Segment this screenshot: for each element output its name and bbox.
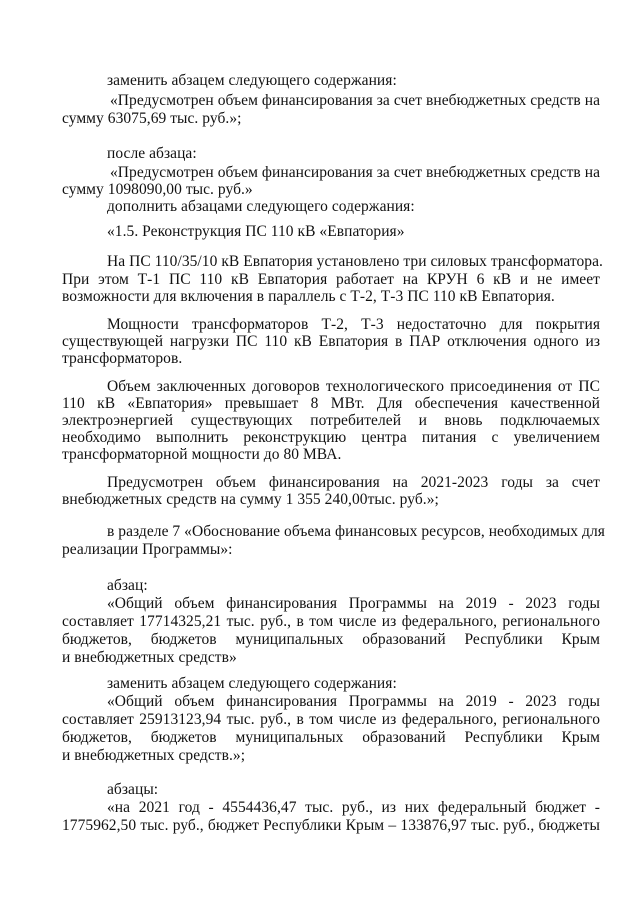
- text-line: трансформаторов.: [62, 350, 183, 367]
- text-line: необходимо выполнить реконструкцию центра питания с увеличением: [62, 429, 600, 446]
- text-line: «на 2021 год - 4554436,47 тыс. руб., из них федеральный бюджет -: [107, 799, 600, 816]
- text-line: внебюджетных средств на сумму 1 355 240,00тыс. руб.»;: [62, 491, 439, 508]
- text-line: трансформаторной мощности до 80 МВА.: [62, 446, 342, 463]
- text-line: и внебюджетных средств.»;: [62, 747, 246, 764]
- text-line: составляет 17714325,21 тыс. руб., в том числе из федерального, регионального: [62, 613, 600, 630]
- text-line: «Предусмотрен объем финансирования за счет внебюджетных средств на: [110, 164, 600, 181]
- text-line: На ПС 110/35/10 кВ Евпатория установлено три силовых трансформатора.: [107, 253, 603, 270]
- text-line: существующей нагрузки ПС 110 кВ Евпатория в ПАР отключения одного из: [62, 333, 600, 350]
- text-line: после абзаца:: [107, 145, 197, 162]
- text-line: Предусмотрен объем финансирования на 2021-2023 годы за счет: [107, 474, 600, 491]
- text-line: «Общий объем финансирования Программы на 2019 - 2023 годы: [107, 595, 600, 612]
- text-line: сумму 63075,69 тыс. руб.»;: [62, 110, 242, 127]
- text-line: «1.5. Реконструкция ПС 110 кВ «Евпатория»: [107, 223, 405, 240]
- text-line: абзац:: [107, 577, 148, 594]
- text-line: 1775962,50 тыс. руб., бюджет Республики Крым – 133876,97 тыс. руб., бюджеты: [62, 817, 600, 834]
- text-line: «Предусмотрен объем финансирования за счет внебюджетных средств на: [110, 92, 600, 109]
- text-line: составляет 25913123,94 тыс. руб., в том числе из федерального, регионального: [62, 711, 600, 728]
- text-line: Мощности трансформаторов Т-2, Т-3 недостаточно для покрытия: [107, 316, 600, 333]
- text-line: реализации Программы»:: [62, 541, 233, 558]
- text-line: бюджетов, бюджетов муниципальных образований Республики Крым: [62, 631, 600, 648]
- text-line: заменить абзацем следующего содержания:: [107, 675, 397, 692]
- text-line: возможности для включения в параллель с Т-2, Т-3 ПС 110 кВ Евпатория.: [62, 288, 555, 305]
- text-line: электроэнергией существующих потребителей и вновь подключаемых: [62, 412, 600, 429]
- text-line: 110 кВ «Евпатория» превышает 8 МВт. Для обеспечения качественной: [62, 395, 600, 412]
- text-line: в разделе 7 «Обоснование объема финансовых ресурсов, необходимых для: [107, 523, 605, 540]
- text-line: дополнить абзацами следующего содержания:: [107, 198, 415, 215]
- text-line: бюджетов, бюджетов муниципальных образований Республики Крым: [62, 729, 600, 746]
- text-line: «Общий объем финансирования Программы на 2019 - 2023 годы: [107, 693, 600, 710]
- text-line: сумму 1098090,00 тыс. руб.»: [62, 181, 253, 198]
- text-line: абзацы:: [107, 781, 159, 798]
- text-line: заменить абзацем следующего содержания:: [107, 72, 397, 89]
- text-line: Объем заключенных договоров технологического присоединения от ПС: [107, 378, 600, 395]
- text-line: При этом Т-1 ПС 110 кВ Евпатория работает на КРУН 6 кВ и не имеет: [62, 271, 600, 288]
- text-line: и внебюджетных средств»: [62, 649, 237, 666]
